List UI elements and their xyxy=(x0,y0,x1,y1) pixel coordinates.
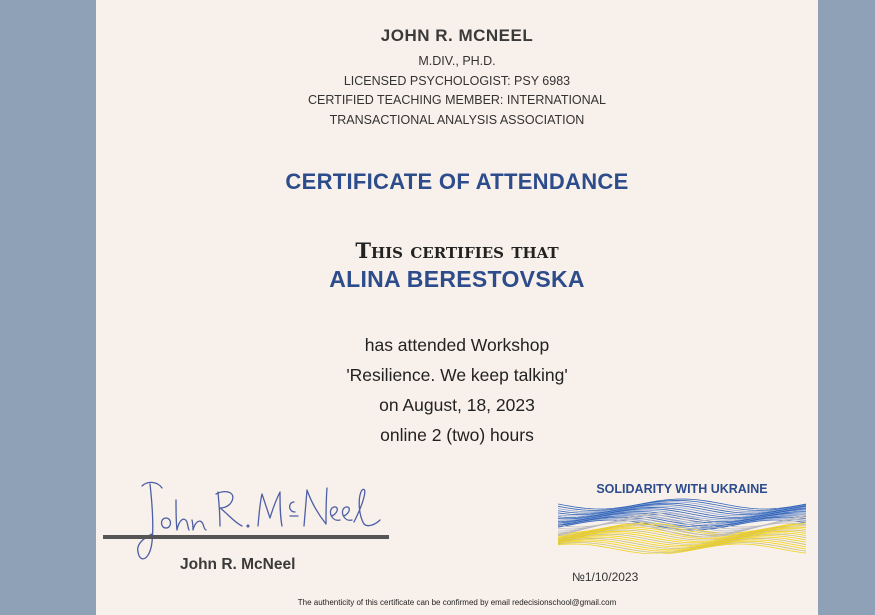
signature-line xyxy=(103,535,389,539)
certifies-text: This certifies that xyxy=(355,238,559,263)
issuer-credential-license: LICENSED PSYCHOLOGIST: PSY 6983 xyxy=(343,74,571,88)
recipient-name: ALINA BERESTOVSKA xyxy=(329,266,585,292)
signer-name: John R. McNeel xyxy=(180,556,296,573)
workshop-duration: online 2 (two) hours xyxy=(380,425,534,445)
certificate-page xyxy=(96,0,818,615)
issuer-credential-degree: M.DIV., PH.D. xyxy=(418,54,496,68)
issuer-credential-membership: CERTIFIED TEACHING MEMBER: INTERNATIONAL xyxy=(308,93,606,107)
certificate-number: №1/10/2023 xyxy=(572,570,639,584)
workshop-title: 'Resilience. We keep talking' xyxy=(346,365,568,385)
ukraine-flag-wave-icon xyxy=(558,498,806,554)
attendance-line: has attended Workshop xyxy=(364,335,550,355)
certificate-title: CERTIFICATE OF ATTENDANCE xyxy=(285,169,629,194)
authenticity-note: The authenticity of this certificate can be confirmed by email redecisionschool@gmail.com xyxy=(297,598,617,607)
issuer-credential-association: TRANSACTIONAL ANALYSIS ASSOCIATION xyxy=(329,113,585,127)
issuer-name: JOHN R. MCNEEL xyxy=(380,26,534,45)
solidarity-label: SOLIDARITY WITH UKRAINE xyxy=(596,482,768,496)
workshop-date: on August, 18, 2023 xyxy=(379,395,535,415)
